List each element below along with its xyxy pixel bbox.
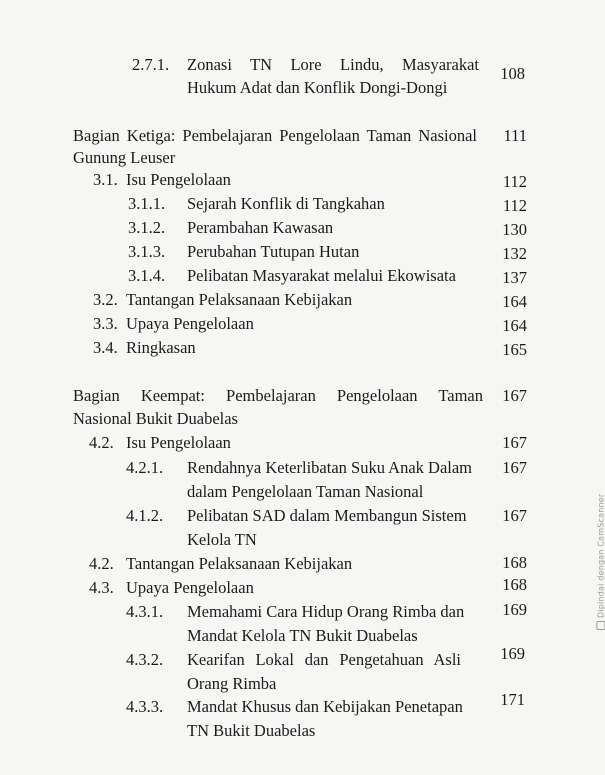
entry-title: Tantangan Pelaksanaan Kebijakan xyxy=(126,290,353,309)
entry-title: Tantangan Pelaksanaan Kebijakan xyxy=(126,554,353,573)
entry-number: 4.2. xyxy=(89,433,114,452)
entry-number: 3.1.3. xyxy=(128,242,166,261)
entry-title-line2: TN Bukit Duabelas xyxy=(187,721,316,740)
entry-title-line2: Mandat Kelola TN Bukit Duabelas xyxy=(187,626,418,645)
entry-title: Perubahan Tutupan Hutan xyxy=(187,242,360,261)
entry-number: 3.1.1. xyxy=(128,194,166,213)
entry-title-line1: Kearifan Lokal dan Pengetahuan Asli xyxy=(187,650,461,669)
part-page: 167 xyxy=(502,386,527,405)
entry-title-line1: Memahami Cara Hidup Orang Rimba dan xyxy=(187,602,465,621)
entry-title-line1: Rendahnya Keterlibatan Suku Anak Dalam xyxy=(187,458,473,477)
entry-title-line2: Kelola TN xyxy=(187,530,257,549)
entry-page: 168 xyxy=(502,575,527,594)
entry-page: 132 xyxy=(502,244,527,263)
entry-title-line1: Mandat Khusus dan Kebijakan Penetapan xyxy=(187,697,463,716)
watermark-text: Dipindai dengan CamScanner xyxy=(596,493,605,618)
entry-page: 167 xyxy=(502,433,527,452)
entry-number: 3.1.2. xyxy=(128,218,166,237)
entry-page: 112 xyxy=(502,172,527,191)
entry-title: Perambahan Kawasan xyxy=(187,218,334,237)
entry-page: 169 xyxy=(500,644,525,663)
entry-number: 3.3. xyxy=(93,314,118,333)
entry-title: Upaya Pengelolaan xyxy=(126,578,254,597)
entry-title: Upaya Pengelolaan xyxy=(126,314,254,333)
part-title-line1: Bagian Keempat: Pembelajaran Pengelolaan Taman xyxy=(73,386,483,405)
entry-number: 3.2. xyxy=(93,290,118,309)
part-page: 111 xyxy=(503,126,527,145)
entry-page: 137 xyxy=(502,268,527,287)
entry-title: Ringkasan xyxy=(126,338,196,357)
scanner-watermark xyxy=(596,494,605,630)
entry-title-line1: Pelibatan SAD dalam Membangun Sistem xyxy=(187,506,467,525)
entry-page: 164 xyxy=(502,316,527,335)
entry-title-line2: dalam Pengelolaan Taman Nasional xyxy=(187,482,424,501)
entry-page: 169 xyxy=(502,600,527,619)
entry-title: Isu Pengelolaan xyxy=(126,433,231,452)
entry-page: 164 xyxy=(502,292,527,311)
entry-title: Sejarah Konflik di Tangkahan xyxy=(187,194,385,213)
entry-title: Isu Pengelolaan xyxy=(126,170,231,189)
part-title-line1: Bagian Ketiga: Pembelajaran Pengelolaan Taman Nasional xyxy=(73,126,477,145)
entry-title-line1: Zonasi TN Lore Lindu, Masyarakat xyxy=(187,55,479,74)
entry-number: 4.2. xyxy=(89,554,114,573)
entry-page: 108 xyxy=(500,64,525,83)
part-title-line2: Gunung Leuser xyxy=(73,148,176,167)
entry-page: 165 xyxy=(502,340,527,359)
entry-number: 3.4. xyxy=(93,338,118,357)
entry-number: 4.3.3. xyxy=(126,697,164,716)
entry-page: 167 xyxy=(502,458,527,477)
entry-number: 3.1.4. xyxy=(128,266,166,285)
entry-number: 2.7.1. xyxy=(132,55,170,74)
entry-number: 3.1. xyxy=(93,170,118,189)
entry-title-line2: Orang Rimba xyxy=(187,674,277,693)
entry-number: 4.3.2. xyxy=(126,650,164,669)
entry-number: 4.2.1. xyxy=(126,458,164,477)
entry-number: 4.3. xyxy=(89,578,114,597)
part-title-line2: Nasional Bukit Duabelas xyxy=(73,409,238,428)
entry-page: 130 xyxy=(502,220,527,239)
entry-title-line2: Hukum Adat dan Konflik Dongi-Dongi xyxy=(187,78,448,97)
entry-page: 112 xyxy=(502,196,527,215)
entry-number: 4.1.2. xyxy=(126,506,164,525)
entry-page: 168 xyxy=(502,553,527,572)
camscanner-icon xyxy=(596,621,605,630)
entry-page: 167 xyxy=(502,506,527,525)
entry-title: Pelibatan Masyarakat melalui Ekowisata xyxy=(187,266,456,285)
entry-number: 4.3.1. xyxy=(126,602,164,621)
entry-page: 171 xyxy=(500,690,525,709)
